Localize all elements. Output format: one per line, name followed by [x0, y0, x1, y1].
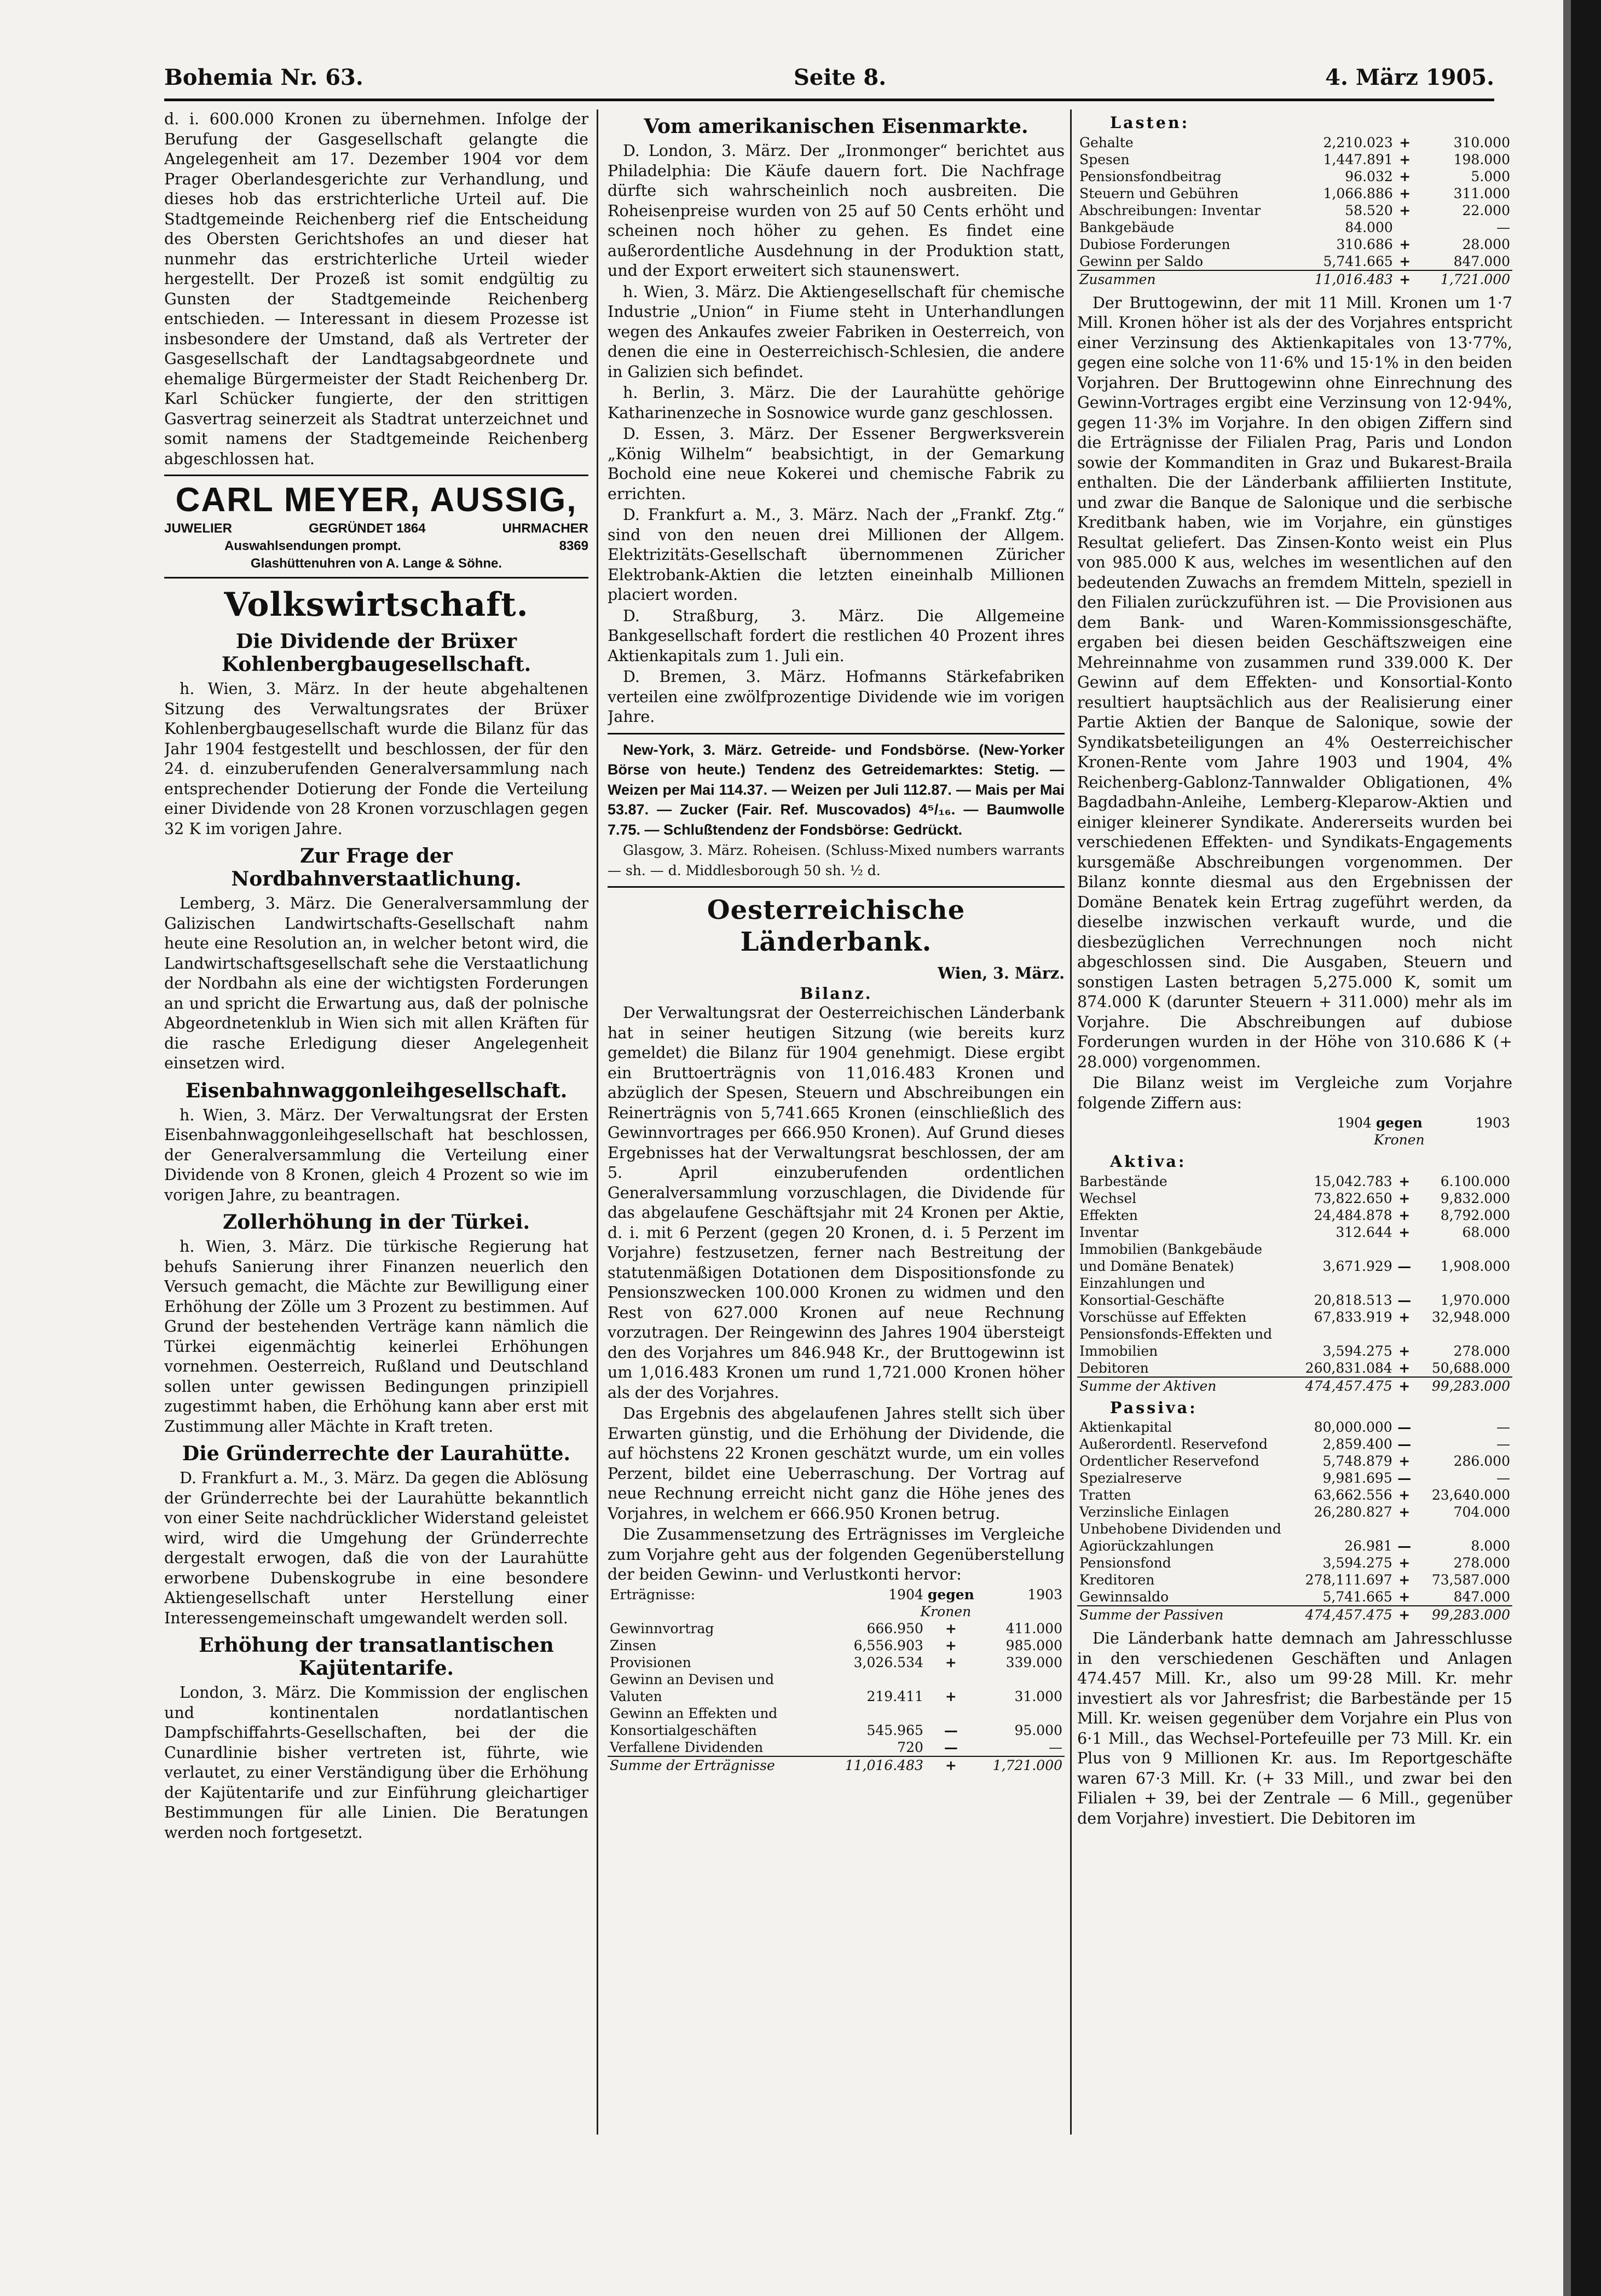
row-sign: +: [945, 1637, 957, 1653]
total-value-1904: 11,016.483: [1286, 270, 1395, 288]
row-value-diff: 9,832.000: [1440, 1190, 1510, 1206]
row-value-diff: —: [1496, 219, 1510, 235]
section-title: Volkswirtschaft.: [224, 586, 529, 624]
table-row: [1077, 1309, 1512, 1326]
column-3: [1077, 109, 1512, 2244]
scan-edge-shadow: [1563, 0, 1571, 2296]
row-label: Tratten: [1079, 1487, 1131, 1503]
row-sign: —: [1397, 1419, 1412, 1435]
row-value-diff: 23,640.000: [1431, 1487, 1510, 1503]
row-sign: +: [1398, 1173, 1411, 1189]
article-text: Das Ergebnis des abgelaufenen Jahres stellt sich über Erwarten günstig, und die Erhöhung der Dividende, die auf höchstens 22 Kronen geschätzt wurde, um ein volles Perzent, bildet eine Ueberraschung. Der Vortrag auf neue Rechnung erreicht nicht ganz die Höhe jenes des Vorjahres, in welchem er 666.950 Kronen betrug.: [608, 1404, 1065, 1523]
total-value-diff: 1,721.000: [1415, 270, 1512, 288]
row-value-1904: 312.644: [1336, 1224, 1392, 1240]
table-row: [1077, 1571, 1512, 1588]
table-header: [608, 1586, 1065, 1603]
article-title: Eisenbahnwaggonleihgesellschaft.: [185, 1079, 568, 1102]
column-rule-2: [1070, 109, 1072, 2135]
row-value-1904: 26,280.827: [1314, 1504, 1392, 1520]
row-label: Pensionsfonds-Effekten und Immobilien: [1079, 1326, 1273, 1359]
table-row: [1077, 185, 1512, 202]
row-label: Kreditoren: [1079, 1572, 1155, 1588]
row-value-diff: 278.000: [1453, 1555, 1510, 1571]
article-title: Zollerhöhung in der Türkei.: [222, 1211, 530, 1234]
row-value-diff: —: [1496, 1470, 1510, 1486]
expenses-table: [1077, 134, 1512, 288]
row-label: Außerordentl. Reservefond: [1079, 1436, 1268, 1452]
table-total-row: [608, 1756, 1065, 1774]
row-value-diff: 847.000: [1453, 1589, 1510, 1605]
row-label: Inventar: [1079, 1224, 1138, 1240]
row-sign: +: [1398, 1504, 1411, 1520]
column-rule-1: [597, 109, 598, 2135]
ad-watches: Glashüttenuhren von A. Lange & Söhne.: [250, 556, 502, 571]
row-value-diff: 704.000: [1453, 1504, 1510, 1520]
table-row: [1077, 1173, 1512, 1190]
table-row: [1077, 236, 1512, 253]
row-value-diff: 411.000: [1005, 1620, 1062, 1636]
article-text: London, 3. März. Die Kommission der englischen und kontinentalen nordatlantischen Dampfschiffahrts-Gesellschaften, bei der die Cunardlinie bisher vertreten ist, führte, wie verlautet, zu einer Verständigung über die Erhöhung der Kajütentarife und zur Einführung gleichartiger Bestimmungen für alle Linien. Die Beratungen werden noch fortgesetzt.: [164, 1684, 588, 1842]
row-value-1904: 26.981: [1344, 1538, 1392, 1554]
ad-line-1: [164, 520, 588, 537]
row-value-diff: —: [1496, 1419, 1510, 1435]
assets-table: [1077, 1173, 1512, 1395]
row-sign: +: [1398, 1224, 1411, 1240]
table-row: [1077, 1554, 1512, 1571]
row-sign: +: [1399, 253, 1411, 269]
table-title: Passiva:: [1110, 1398, 1198, 1417]
table-row: [1077, 219, 1512, 236]
row-label: Gewinnsaldo: [1079, 1589, 1169, 1605]
row-sign: +: [1398, 1207, 1411, 1223]
table-row: [1077, 1275, 1512, 1309]
row-label: Debitoren: [1079, 1360, 1149, 1376]
table-row: [1077, 1224, 1512, 1241]
article-text: Lemberg, 3. März. Die Generalversammlung der Galizischen Landwirtschafts-Gesellschaft nahm heute eine Resolution an, in welcher betont wird, die Landwirtschaftsgesellschaft sehe die Verstaatlichung der Nordbahn als eine der wichtigsten Forderungen an und spricht die Erwartung aus, daß der polnische Abgeordnetenklub in Wien sich mit allen Kräften für die rasche Erledigung dieser Angelegenheit einsetzen wird.: [164, 894, 588, 1072]
row-label: Ordentlicher Reservefond: [1079, 1453, 1259, 1469]
total-label: Summe der Erträgnisse: [608, 1756, 827, 1774]
article-text: D. Frankfurt a. M., 3. März. Da gegen die Ablösung der Gründerrechte bei der Laurahütte bekanntlich von einer Seite nachdrücklicher Widerstand geleistet wird, wird die Umgehung der Gründerrechte dergestalt erwogen, daß die von der Laurahütte erworbene Dubenskogrube in eine besondere Aktiengesellschaft unter Herstellung einer Interessengemeinschaft umgewandelt werden soll.: [164, 1469, 588, 1627]
row-value-1904: 67,833.919: [1314, 1309, 1392, 1325]
row-value-1904: 73,822.650: [1314, 1190, 1392, 1206]
ad-company-name: CARL MEYER, AUSSIG,: [175, 481, 577, 519]
news-item: D. Essen, 3. März. Der Essener Bergwerksverein „König Wilhelm“ beabsichtigt, in der Gemarkung Bochold eine neue Kokerei und chemische Fabrik zu errichten.: [608, 425, 1065, 503]
row-label: Gewinn an Effekten und Konsortialgeschäften: [610, 1705, 778, 1738]
table-row: [1077, 1241, 1512, 1275]
row-label: Abschreibungen: Inventar: [1079, 202, 1261, 218]
total-value-1904: 474,457.475: [1286, 1377, 1395, 1395]
row-sign: —: [944, 1739, 958, 1755]
row-label: Verfallene Dividenden: [610, 1739, 764, 1755]
row-value-1904: 720: [897, 1739, 923, 1755]
table-row: [1077, 1520, 1512, 1554]
row-value-diff: 278.000: [1453, 1343, 1510, 1359]
row-value-1904: 2,859.400: [1322, 1436, 1392, 1452]
row-sign: +: [1398, 1589, 1411, 1605]
ad-code: 8369: [559, 539, 588, 553]
row-value-1904: 666.950: [866, 1620, 923, 1636]
row-value-diff: 6.100.000: [1440, 1173, 1510, 1189]
row-sign: —: [1397, 1436, 1412, 1452]
row-value-1904: 3,026.534: [853, 1654, 923, 1670]
table-header-unit: Kronen: [1373, 1132, 1425, 1148]
table-row: [608, 1637, 1065, 1654]
article-text: Die Länderbank hatte demnach am Jahresschlusse in den verschiedenen Geschäften und Anlagen 474.457 Mill. Kr., also um 99·28 Mill. Kr. mehr investiert als vor Jahresfrist; die Barbestände per 15 Mill. Kr. weisen gegenüber dem Vorjahre ein Plus von 6·1 Mill., das Wechsel-Portefeuille per 73 Mill. Kr. ein Plus von 9 Millionen Kr. aus. Im Reportgeschäfte waren 67·3 Mill. Kr. (+ 33 Mill., und zwar bei den Filialen + 39, bei der Zentrale — 6 Mill., gegenüber dem Vorjahre) investiert. Die Debitoren im: [1077, 1629, 1512, 1827]
article-title: Oesterreichische Länderbank.: [707, 895, 966, 957]
article-title: Die Dividende der Brüxer Kohlenbergbaugesellschaft.: [221, 630, 531, 676]
row-value-diff: 1,970.000: [1440, 1292, 1510, 1308]
row-label: Effekten: [1079, 1207, 1138, 1223]
table-row: [1077, 1436, 1512, 1453]
article-title: Zur Frage der Nordbahnverstaatlichung.: [231, 845, 522, 890]
row-value-1904: 260,831.084: [1305, 1360, 1392, 1376]
total-value-diff: 1,721.000: [976, 1756, 1065, 1774]
row-value-1904: 3,594.275: [1322, 1343, 1392, 1359]
article-text: Die Bilanz weist im Vergleiche zum Vorjahre folgende Ziffern aus:: [1077, 1074, 1512, 1112]
table-row: [1077, 1487, 1512, 1503]
article-text: Der Bruttogewinn, der mit 11 Mill. Kronen um 1·7 Mill. Kronen höher ist als der des Vorjahres entspricht einer Verzinsung des Aktienkapitales von 13·77%, gegen eine solche von 11·6% und 15·1% in den beiden Vorjahren. Der Bruttogewinn ohne Einrechnung des Gewinn-Vortrages ergibt eine Verzinsung von 12·94%, gegen 11·3% im Vorjahre. In den obigen Ziffern sind die Erträgnisse der Filialen Prag, Paris und London sowie der Kommanditen in Graz und Bukarest-Braila enthalten. Die der Länderbank affiliierten Institute, und zwar die Banque de Salonique und die serbische Kreditbank haben, wie im Vorjahre, ein günstiges Resultat geliefert. Das Zinsen-Konto weist ein Plus von 985.000 K aus, welches im wesentlichen auf den bedeutenden Zuwachs an fremdem Mitteln, speziell in den Filialen zurückzuführen ist. — Die Provisionen aus dem Bank- und Waren-Kommissionsgeschäfte, ergaben bei diesen beiden Geschäftszweigen eine Mehreinnahme von zusammen rund 339.000 K. Der Gewinn auf dem Effekten- und Konsortial-Konto resultiert hauptsächlich aus der Realisierung einer Partie Aktien der Banque de Salonique, sowie der Syndikatsbeteiligungen an 4% Oesterreichischer Kronen-Rente vom Jahre 1903 und 1904, 4% Reichenberg-Gablonz-Tannwalder Obligationen, 4% Bagdadbahn-Anleihe, Lemberg-Kleparow-Aktien und einiger kleinerer Syndikate. Andererseits wurden bei verschiedenen Effekten- und Syndikats-Engagements kursgemäße Abschreibungen vorgenommen. Der Bilanz konnte diesmal aus den Ergebnissen der Domäne Benatek kein Ertrag zugeführt werden, da dieselbe inzwischen verkauft wurde, und die diesbezüglichen Verrechnungen noch nicht abgeschlossen sind. Die Ausgaben, Steuern und sonstigen Lasten betragen 5,275.000 K, somit um 874.000 K (darunter Steuern + 311.000) mehr als im Vorjahre. Die Abschreibungen auf dubiose Forderungen wurden in der Höhe von 310.686 K (+ 28.000) vorgenommen.: [1077, 293, 1512, 1071]
row-label: Gehalte: [1079, 134, 1134, 151]
row-label: Bankgebäude: [1079, 219, 1175, 235]
news-item: D. Bremen, 3. März. Hofmanns Stärkefabriken verteilen eine zwölfprozentige Dividende wie im vorigen Jahre.: [608, 668, 1065, 726]
row-sign: +: [1398, 1487, 1411, 1503]
row-sign: +: [1399, 185, 1411, 201]
row-label: Pensionsfondbeitrag: [1079, 168, 1222, 184]
row-label: Verzinsliche Einlagen: [1079, 1504, 1229, 1520]
row-sign: +: [1398, 1555, 1411, 1571]
ad-jeweler: JUWELIER: [164, 521, 233, 536]
row-label: Wechsel: [1079, 1190, 1137, 1206]
article-text: Die Zusammensetzung des Erträgnisses im Vergleiche zum Vorjahre geht aus der folgenden Gegenüberstellung der beiden Gewinn- und Verlustkonti hervor:: [608, 1525, 1065, 1583]
row-value-1904: 545.965: [866, 1722, 923, 1738]
ad-line-2: [164, 537, 588, 555]
header-issue: Bohemia Nr. 63.: [164, 65, 363, 90]
table-row: [608, 1620, 1065, 1637]
total-label: Zusammen: [1077, 270, 1286, 288]
row-value-1904: 84.000: [1345, 219, 1393, 235]
table-row: [608, 1654, 1065, 1671]
row-sign: —: [944, 1722, 958, 1738]
divider: [608, 886, 1065, 888]
row-label: Gewinn per Saldo: [1079, 253, 1204, 269]
row-value-1904: 5,741.665: [1322, 1589, 1392, 1605]
row-label: Gewinnvortrag: [610, 1620, 714, 1636]
row-sign: —: [1397, 1470, 1412, 1486]
row-sign: +: [1399, 202, 1411, 218]
row-value-diff: 286.000: [1453, 1453, 1510, 1469]
row-label: Einzahlungen und Konsortial-Geschäfte: [1079, 1275, 1225, 1308]
row-sign: +: [1398, 1360, 1411, 1376]
row-value-diff: 8,792.000: [1440, 1207, 1510, 1223]
row-value-1904: 6,556.903: [853, 1637, 923, 1653]
row-value-1904: 9,981.695: [1322, 1470, 1392, 1486]
table-row: [1077, 1470, 1512, 1487]
total-label: Summe der Aktiven: [1077, 1377, 1286, 1395]
row-label: Immobilien (Bankgebäude und Domäne Benatek): [1079, 1241, 1263, 1274]
row-value-diff: 22.000: [1462, 202, 1510, 218]
table-row: [1077, 168, 1512, 185]
row-value-diff: 50,688.000: [1431, 1360, 1510, 1376]
total-value-diff: 99,283.000: [1414, 1377, 1512, 1395]
row-label: Spezialreserve: [1079, 1470, 1182, 1486]
table-row: [1077, 253, 1512, 270]
column-1: [164, 109, 588, 2244]
total-sign: +: [926, 1756, 976, 1774]
table-total-row: [1077, 270, 1512, 288]
article-title: Vom amerikanischen Eisenmarkte.: [644, 115, 1028, 138]
table-row: [608, 1705, 1065, 1739]
row-value-diff: 1,908.000: [1440, 1258, 1510, 1274]
total-value-1904: 474,457.475: [1286, 1606, 1395, 1623]
header-date: 4. März 1905.: [1325, 65, 1494, 90]
row-label: Barbestände: [1079, 1173, 1167, 1189]
row-label: Provisionen: [610, 1654, 691, 1670]
market-report-glasgow: Glasgow, 3. März. Roheisen. (Schluss-Mixed numbers warrants — sh. — d. Middlesborough 50 sh. ½ d.: [608, 842, 1065, 878]
article-continuation: d. i. 600.000 Kronen zu übernehmen. Infolge der Berufung der Gasgesellschaft gelangte die Angelegenheit am 17. Dezember 1904 vor dem Prager Oberlandesgerichte zur Verhandlung, und dieses hob das erstrichterliche Urteil auf. Die Stadtgemeinde Reichenberg rief die Entscheidung des Obersten Gerichtshofes an und dieser hat nunmehr das erstrichterliche Urteil wieder hergestellt. Der Prozeß ist somit endgültig zu Gunsten der Stadtgemeinde Reichenberg entschieden. — Interessant in diesem Prozesse ist insbesondere der Umstand, daß als Vertreter der Gasgesellschaft der Landtagsabgeordnete und ehemalige Bürgermeister der Stadt Reichenberg Dr. Karl Schücker fungierte, der den strittigen Gasvertrag seinerzeit als Stadtrat unterzeichnet und somit namens der Stadtgemeinde Reichenberg abgeschlossen hat.: [164, 110, 588, 468]
table-header-label: Erträgnisse:: [610, 1586, 696, 1603]
row-label: Dubiose Forderungen: [1079, 236, 1230, 252]
row-value-diff: 95.000: [1014, 1722, 1062, 1738]
table-header-year: 1903: [1475, 1115, 1510, 1131]
table-row: [1077, 1419, 1512, 1436]
row-value-diff: —: [1496, 1436, 1510, 1452]
row-value-diff: 32,948.000: [1431, 1309, 1510, 1325]
row-value-diff: —: [1049, 1739, 1062, 1755]
table-header-year: 1904: [888, 1586, 923, 1603]
ad-line-3: [164, 555, 588, 572]
row-value-1904: 219.411: [866, 1688, 923, 1704]
table-header-gegen: gegen: [1375, 1115, 1423, 1131]
row-value-diff: 311.000: [1453, 185, 1510, 201]
row-value-1904: 3,594.275: [1322, 1555, 1392, 1571]
row-value-1904: 2,210.023: [1323, 134, 1393, 151]
table-header-year: 1903: [1027, 1586, 1062, 1603]
row-value-1904: 310.686: [1336, 236, 1393, 252]
news-item: D. Straßburg, 3. März. Die Allgemeine Bankgesellschaft fordert die restlichen 40 Prozent ihres Aktienkapitals zum 1. Juli ein.: [608, 606, 1065, 665]
total-value-diff: 99,283.000: [1414, 1606, 1512, 1623]
article-text: D. London, 3. März. Der „Ironmonger“ berichtet aus Philadelphia: Die Käufe dauern fort. Die Nachfrage dürfte sich wahrscheinlich noch ausbreiten. Die Roheisenpreise wurden von 25 auf 50 Cents erhöht und scheinen noch höher zu gehen. Es findet eine außerordentliche Ausdehnung in der Produktion statt, und der Export erweitert sich staunenswert.: [608, 142, 1065, 280]
row-value-1904: 278,111.697: [1305, 1572, 1392, 1588]
row-sign: +: [945, 1654, 957, 1670]
subheading: Bilanz.: [800, 984, 872, 1003]
row-sign: +: [1398, 1453, 1411, 1469]
table-row: [1077, 151, 1512, 168]
row-sign: —: [1397, 1258, 1412, 1274]
row-sign: +: [1399, 236, 1411, 252]
table-title: Lasten:: [1110, 113, 1190, 132]
liabilities-table: [1077, 1419, 1512, 1623]
row-label: Unbehobene Dividenden und Agiorückzahlungen: [1079, 1521, 1281, 1554]
article-text: h. Wien, 3. März. In der heute abgehaltenen Sitzung des Verwaltungsrates der Brüxer Kohlenbergbaugesellschaft wurde die Bilanz für das Jahr 1904 festgestellt und beschlossen, der für den 24. d. einzuberufenden Generalversammlung nach entsprechender Dotierung der Fonde die Verteilung einer Dividende von 28 Kronen vorzuschlagen gegen 32 K im vorigen Jahre.: [164, 680, 588, 838]
ad-shipping: Auswahlsendungen prompt.: [224, 539, 401, 553]
table-row: [608, 1671, 1065, 1705]
row-label: Pensionsfond: [1079, 1555, 1171, 1571]
ad-founded: GEGRÜNDET 1864: [309, 521, 426, 536]
total-sign: +: [1395, 1377, 1414, 1395]
row-sign: +: [945, 1620, 957, 1636]
total-sign: +: [1395, 270, 1415, 288]
row-value-1904: 1,066.886: [1323, 185, 1393, 201]
row-value-1904: 1,447.891: [1323, 151, 1393, 167]
article-title: Die Gründerrechte der Laurahütte.: [182, 1442, 571, 1465]
table-row: [1077, 1453, 1512, 1470]
market-report: New-York, 3. März. Getreide- und Fondsbörse. (New-Yorker Börse von heute.) Tendenz des Getreidemarktes: Stetig. — Weizen per Mai 114.37. — Weizen per Juli 112.87. — Mais per Mai 53.87. — Zucker (Fair. Ref. Muscovados) 4⁵/₁₆. — Baumwolle 7.75. — Schlußtendenz der Fondsbörse: Gedrückt.: [608, 741, 1065, 838]
row-sign: +: [1399, 151, 1411, 167]
row-value-diff: 28.000: [1462, 236, 1510, 252]
row-value-1904: 58.520: [1345, 202, 1393, 218]
row-sign: —: [1397, 1292, 1412, 1308]
table-row: [1077, 1503, 1512, 1520]
row-value-1904: 20,818.513: [1314, 1292, 1392, 1308]
table-row: [608, 1739, 1065, 1756]
row-sign: +: [945, 1688, 957, 1704]
income-table: [608, 1586, 1065, 1774]
row-value-diff: 985.000: [1005, 1637, 1062, 1653]
page-header: [164, 65, 1494, 97]
table-row: [1077, 1360, 1512, 1377]
row-value-1904: 96.032: [1345, 168, 1393, 184]
row-value-diff: 847.000: [1453, 253, 1510, 269]
header-rule: [164, 99, 1494, 101]
divider: [608, 733, 1065, 735]
table-row: [1077, 1326, 1512, 1360]
row-value-diff: 198.000: [1453, 151, 1510, 167]
row-label: Gewinn an Devisen und Valuten: [610, 1671, 775, 1704]
row-sign: +: [1399, 168, 1411, 184]
row-sign: —: [1397, 1538, 1412, 1554]
table-header-unit-row: [608, 1603, 1065, 1620]
row-sign: +: [1398, 1309, 1411, 1325]
row-sign: +: [1398, 1572, 1411, 1588]
table-total-row: [1077, 1377, 1512, 1395]
table-header-year: 1904: [1337, 1115, 1372, 1131]
column-2: [608, 109, 1065, 2244]
table-row: [1077, 1207, 1512, 1224]
row-value-1904: 5,741.665: [1323, 253, 1393, 269]
row-value-diff: 73,587.000: [1431, 1572, 1510, 1588]
article-text: h. Wien, 3. März. Die türkische Regierung hat behufs Sanierung ihrer Finanzen neuerlich den Versuch gemacht, die Mächte zur Bewilligung einer Erhöhung der Zölle um 3 Prozent zu bestimmen. Auf Grund der bestehenden Verträge kann nämlich die Türkei eigenmächtig keinerlei Erhöhungen vornehmen. Oesterreich, Rußland und Deutschland sollen unter gewissen Bedingungen prinzipiell zugestimmt haben, die Erhöhung kann aber erst mit Zustimmung aller Mächte in Kraft treten.: [164, 1237, 588, 1436]
row-value-1904: 80,000.000: [1314, 1419, 1392, 1435]
table-row: [1077, 202, 1512, 219]
scan-edge: [1571, 0, 1601, 2296]
row-value-1904: 63,662.556: [1314, 1487, 1392, 1503]
advertisement-carl-meyer: [164, 475, 588, 579]
row-sign: +: [1398, 1343, 1411, 1359]
total-sign: +: [1395, 1606, 1414, 1623]
row-sign: +: [1398, 1190, 1411, 1206]
row-label: Zinsen: [610, 1637, 657, 1653]
total-label: Summe der Passiven: [1077, 1606, 1286, 1623]
row-value-diff: 5.000: [1471, 168, 1510, 184]
article-text: Der Verwaltungsrat der Oesterreichischen Länderbank hat in seiner heutigen Sitzung (wie bereits kurz gemeldet) die Bilanz für 1904 genehmigt. Diese ergibt ein Bruttoerträgnis von 11,016.483 Kronen und abzüglich der Spesen, Steuern und Abschreibungen ein Reinerträgnis von 5,741.665 Kronen (einschließlich des Gewinnvortrages per 666.950 Kronen). Auf Grund dieses Ergebnisses hat der Verwaltungsrat beschlossen, der am 5. April einzuberufenden ordentlichen Generalversammlung vorzuschlagen, die Dividende für das abgelaufene Geschäftsjahr mit 24 Kronen per Aktie, d. i. mit 6 Perzent (gegen 20 Kronen, d. i. 5 Perzent im Vorjahre) festzusetzen, ferner nach Bestreitung der statutenmäßigen Dotationen dem Dispositionsfonde zu Pensionszwecken 100.000 Kronen zu widmen und den Rest von 627.000 Kronen auf neue Rechnung vorzutragen. Der Reingewinn des Jahres 1904 übersteigt den des Vorjahres um 846.948 Kr., der Bruttogewinn ist um 1,016.483 Kronen um rund 1,721.000 Kronen höher als der des Vorjahres.: [608, 1004, 1065, 1402]
row-value-1904: 15,042.783: [1314, 1173, 1392, 1189]
row-label: Steuern und Gebühren: [1079, 185, 1239, 201]
row-sign: +: [1399, 134, 1411, 151]
row-value-diff: 339.000: [1005, 1654, 1062, 1670]
article-title: Erhöhung der transatlantischen Kajütentarife.: [199, 1634, 554, 1680]
news-item: h. Berlin, 3. März. Die der Laurahütte gehörige Katharinenzeche in Sosnowice wurde ganz geschlossen.: [608, 384, 1065, 422]
row-value-1904: 3,671.929: [1322, 1258, 1392, 1274]
table-row: [1077, 134, 1512, 151]
table-title: Aktiva:: [1110, 1152, 1187, 1171]
table-total-row: [1077, 1606, 1512, 1623]
row-sign: [1395, 219, 1415, 236]
row-value-diff: 310.000: [1453, 134, 1510, 151]
row-label: Spesen: [1079, 151, 1130, 167]
header-page-number: Seite 8.: [794, 65, 887, 90]
balance-header: [1077, 1114, 1512, 1148]
dateline: Wien, 3. März.: [938, 964, 1065, 982]
ad-watchmaker: UHRMACHER: [502, 521, 588, 536]
table-header-unit: Kronen: [920, 1603, 972, 1620]
row-label: Vorschüsse auf Effekten: [1079, 1309, 1247, 1325]
row-value-diff: 31.000: [1014, 1688, 1062, 1704]
row-label: Aktienkapital: [1079, 1419, 1172, 1435]
total-value-1904: 11,016.483: [827, 1756, 926, 1774]
row-value-diff: 8.000: [1471, 1538, 1510, 1554]
row-value-diff: 68.000: [1462, 1224, 1510, 1240]
row-value-1904: 24,484.878: [1314, 1207, 1392, 1223]
row-value-1904: 5,748.879: [1322, 1453, 1392, 1469]
table-row: [1077, 1588, 1512, 1606]
news-item: D. Frankfurt a. M., 3. März. Nach der „Frankf. Ztg.“ sind von den neuen drei Millionen der Allgem. Elektrizitäts-Gesellschaft übernommenen Züricher Elektrobank-Aktien die letzten eineinhalb Millionen placiert worden.: [608, 506, 1065, 604]
news-item: h. Wien, 3. März. Die Aktiengesellschaft für chemische Industrie „Union“ in Fiume steht in Unterhandlungen wegen des Ankaufes zweier Fabriken in Oesterreich, von denen die eine in Oesterreichisch-Schlesien, die andere in Galizien sich befindet.: [608, 282, 1065, 381]
table-row: [1077, 1190, 1512, 1207]
article-text: h. Wien, 3. März. Der Verwaltungsrat der Ersten Eisenbahnwaggonleihgesellschaft hat beschlossen, der Generalversammlung die Verteilung einer Dividende von 8 Kronen, gleich 4 Prozent so wie im vorigen Jahre, zu beantragen.: [164, 1106, 588, 1204]
table-header-gegen: gegen: [927, 1586, 974, 1603]
